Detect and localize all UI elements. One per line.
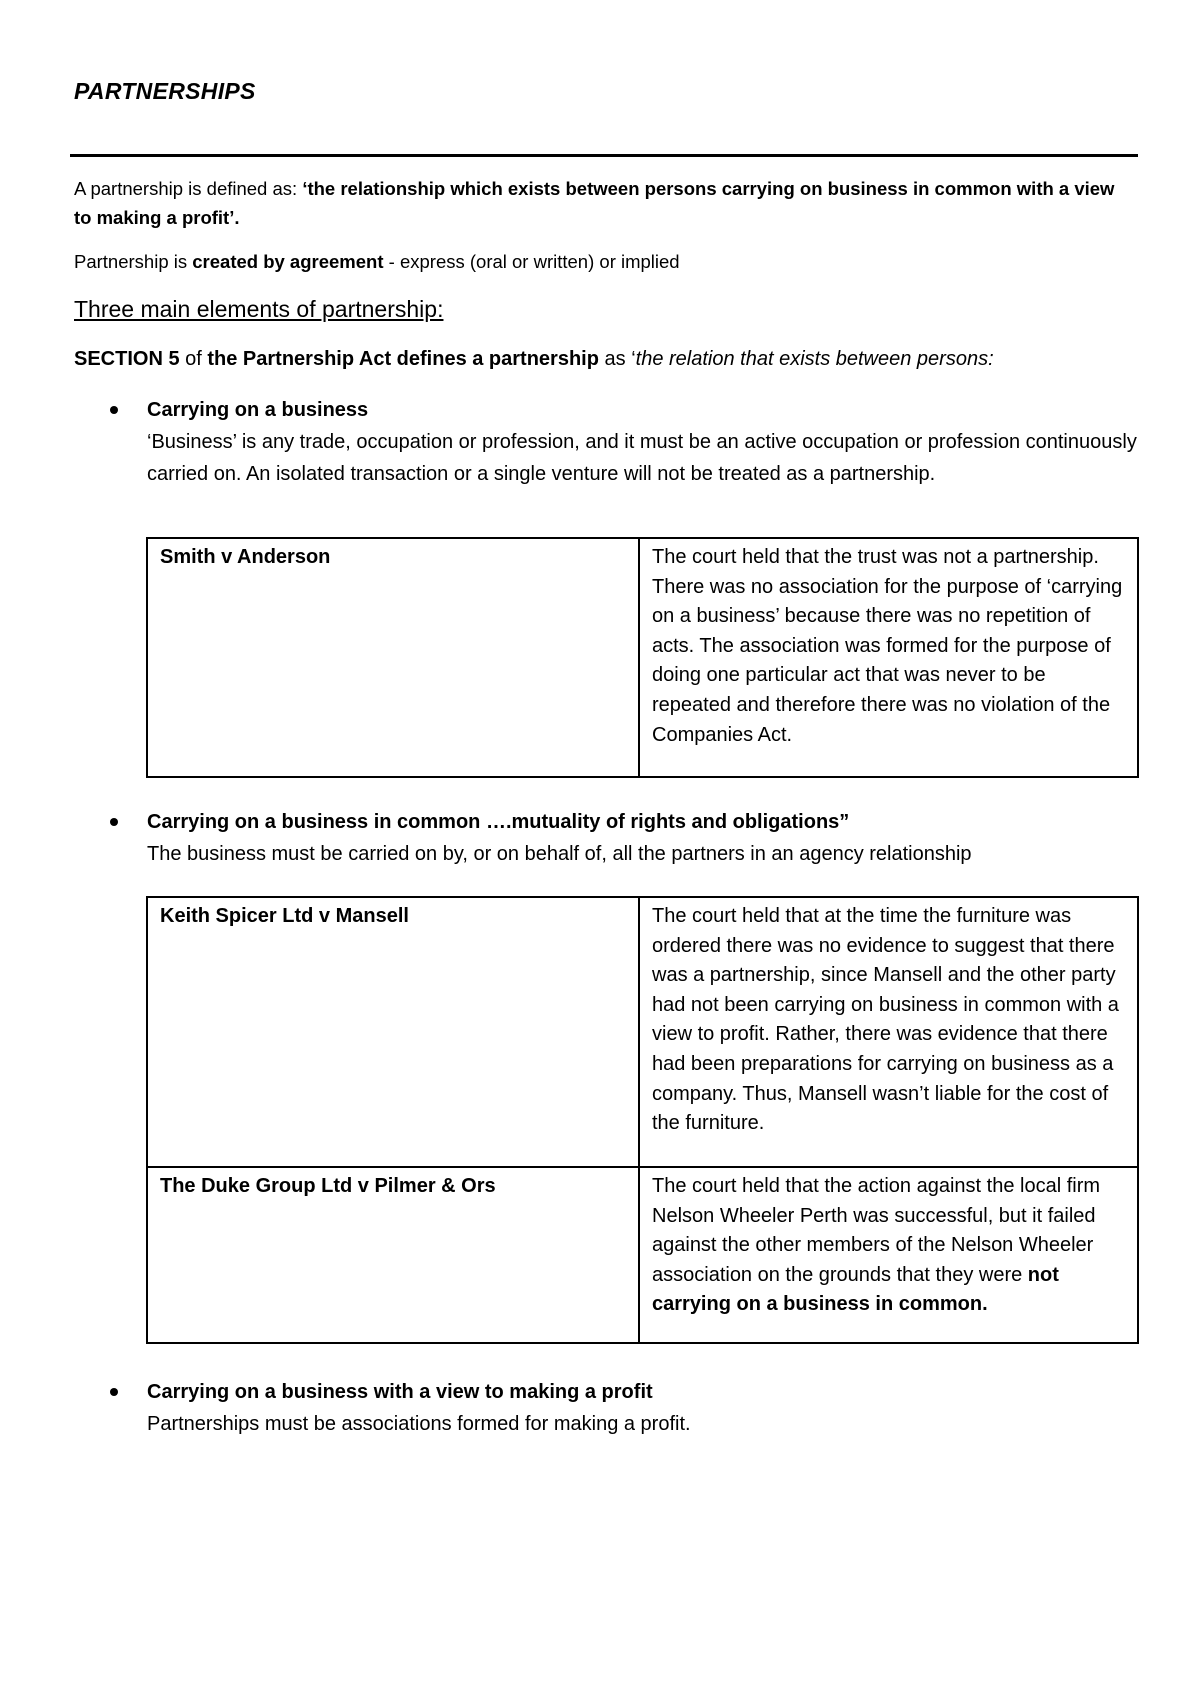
case-name: Keith Spicer Ltd v Mansell [147,897,639,1167]
creation-prefix: Partnership is [74,251,193,272]
definition-prefix: A partnership is defined as: [74,178,303,199]
section5-quote: the relation that exists between persons: [635,348,994,370]
case-holding: The court held that at the time the furniture was ordered there was no evidence to suggest that there was a partnership, since Mansell and the other party had not been carrying on business in common with a view to profit. Rather, there was evidence that there had been preparations for carrying on business as a company. Thus, Mansell wasn’t liable for the cost of the furniture. [639,897,1138,1167]
case-name: Smith v Anderson [147,538,639,777]
definition-quote: ‘the relationship which exists between persons carrying on business in common with a view to making a profit’. [74,178,1115,228]
case-holding-bold: not carrying on a business in common. [652,1263,1059,1316]
element-title: Carrying on a business in common ….mutuality of rights and obligations” [147,811,850,833]
element-item-2 [110,806,1140,870]
section5-ref: SECTION 5 [74,348,180,370]
creation-paragraph [74,248,1134,276]
element-title: Carrying on a business with a view to making a profit [147,1381,653,1403]
definition-paragraph [74,174,1134,232]
case-name: The Duke Group Ltd v Pilmer & Ors [147,1167,639,1343]
bullet-icon [110,1388,118,1396]
section5-act: the Partnership Act defines a partnership [207,348,599,370]
creation-suffix: - express (oral or written) or implied [383,251,680,272]
element-body: The business must be carried on by, or on behalf of, all the partners in an agency relationship [147,843,972,865]
element-body: ‘Business’ is any trade, occupation or profession, and it must be an active occupation or profession continuously carried on. An isolated transaction or a single venture will not be treated as a partnership. [147,431,1137,485]
element-title: Carrying on a business [147,399,369,421]
element-item-1 [110,394,1140,490]
document-title: PARTNERSHIPS [74,78,256,104]
elements-heading: Three main elements of partnership: [74,296,444,322]
bullet-icon [110,406,118,414]
table-row [147,1167,1138,1343]
section5-text2: as ‘ [598,348,636,370]
cases-table-1 [146,537,1139,778]
creation-bold: created by agreement [192,251,384,272]
table-row [147,897,1138,1167]
case-holding [639,1167,1138,1343]
section5-text1: of [179,348,208,370]
element-body: Partnerships must be associations formed for making a profit. [147,1413,691,1435]
section5-paragraph [74,344,1134,374]
title-divider [70,154,1138,157]
case-holding: The court held that the trust was not a partnership. There was no association for the purpose of ‘carrying on a business’ because there was no repetition of acts. The association was formed for the purpose of doing one particular act that was never to be repeated and therefore there was no violation of the Companies Act. [639,538,1138,777]
element-item-3 [110,1376,1140,1440]
cases-table-2 [146,896,1139,1344]
case-holding-plain: The court held that the action against the local firm Nelson Wheeler Perth was successful, but it failed against the other members of the Nelson Wheeler association on the grounds that they were [652,1175,1101,1286]
table-row [147,538,1138,777]
bullet-icon [110,818,118,826]
